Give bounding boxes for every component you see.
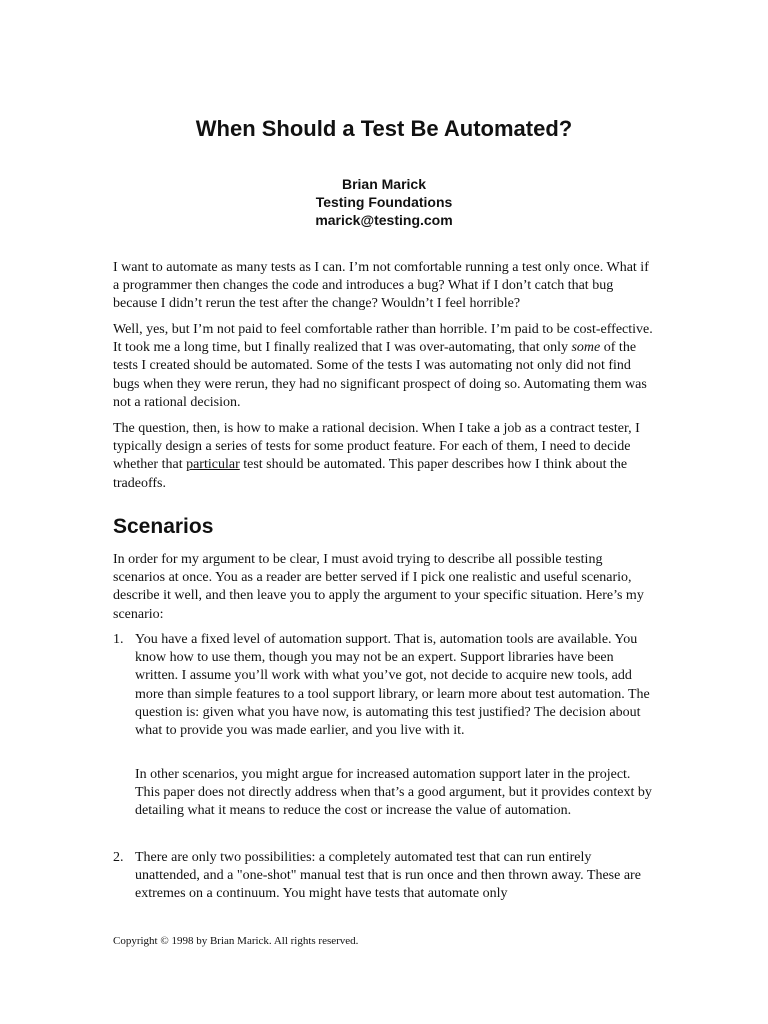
author-block — [113, 175, 655, 229]
paper-title: When Should a Test Be Automated? — [195, 116, 573, 141]
list-marker: 2. — [113, 850, 124, 865]
paragraph-3 — [113, 420, 655, 493]
list-item-text: There are only two possibilities: a completely automated test that can run entirely unattended, and a "one-shot" manual test that is run once and then thrown away. These are extremes on a continuum. You might have tests that automate only — [135, 850, 641, 902]
paragraph-3-part-a: The question, then, is how to make a rational decision. When I take a job as a contract tester, I typically design a series of tests for some product feature. For each of them, I need to decide whether that — [113, 421, 640, 473]
paragraph-2-part-b: of the tests I created should be automated. Some of the tests I was automating not only did not find bugs when they were rerun, they had no significant prospect of doing so. Automating them was not a rational decision. — [113, 340, 647, 410]
paragraph-3-part-b: test should be automated. This paper describes how I think about the tradeoffs. — [113, 457, 628, 491]
paragraph-2-emphasis: some — [571, 340, 601, 356]
list-marker: 1. — [113, 632, 124, 647]
paragraph-1: I want to automate as many tests as I can. I’m not comfortable running a test only once. What if a programmer then changes the code and introduces a bug? What if I don’t catch that bug because I didn’t rerun the test after the change? Wouldn’t I feel horrible? — [113, 260, 649, 312]
paragraph-3-underline: particular — [186, 457, 240, 473]
section-intro: In order for my argument to be clear, I must avoid trying to describe all possible testing scenarios at once. You as a reader are better served if I pick one realistic and useful scenario, describe it well, and then leave you to apply the argument to your specific situation. Here’s my scenario: — [113, 552, 644, 622]
list-item-continuation: In other scenarios, you might argue for increased automation support later in the project. This paper does not directly address when that’s a good argument, but it provides context by detailing what it means to reduce the cost or increase the value of automation. — [135, 767, 652, 819]
paragraph-2-part-a: Well, yes, but I’m not paid to feel comfortable rather than horrible. I’m paid to be cost-effective. It took me a long time, but I finally realized that I was over-automating, that only — [113, 322, 653, 356]
section-heading-scenarios: Scenarios — [113, 515, 214, 538]
author-email: marick@testing.com — [315, 212, 453, 228]
list-item-text: You have a fixed level of automation support. That is, automation tools are available. You know how to use them, though you may not be an expert. Support libraries have been written. I assume you’ll work with what you’ve got, not decide to acquire new tools, add more than simple features to a tool support library, or learn more about test automation. The question is: given what you have now, is automating this test justified? The decision about what to provide you was made earlier, and you live with it. — [135, 632, 650, 739]
author-organization: Testing Foundations — [315, 194, 453, 210]
author-name: Brian Marick — [341, 176, 427, 192]
paragraph-2 — [113, 321, 655, 412]
copyright-footer: Copyright © 1998 by Brian Marick. All rights reserved. — [113, 935, 359, 947]
